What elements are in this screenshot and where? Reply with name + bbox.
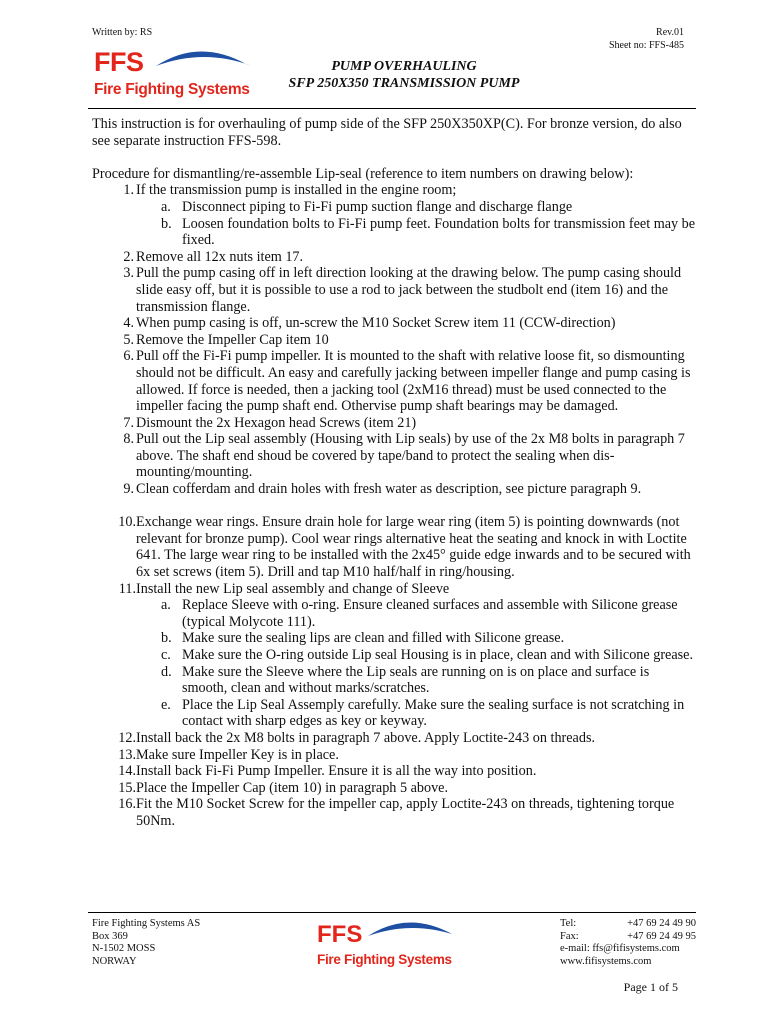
step-number: 9. — [123, 481, 134, 498]
substep-letter: e. — [161, 696, 171, 713]
footer-contact — [560, 918, 696, 968]
email-address[interactable]: e-mail: ffs@fifisystems.com — [560, 943, 680, 954]
substep-text: Place the Lip Seal Assemply carefully. Make sure the sealing surface is not scratching in contact with sharp edges as key or keyway. — [182, 696, 685, 730]
substep-item — [136, 597, 696, 630]
tel-label: Tel: — [560, 918, 577, 929]
written-by: Written by: RS — [92, 27, 153, 38]
step-number: 14. — [118, 763, 136, 780]
step-item — [92, 730, 696, 747]
footer-logo — [316, 912, 466, 972]
step-text: Place the Impeller Cap (item 10) in paragraph 5 above. — [136, 779, 449, 796]
substep-letter: d. — [161, 663, 172, 680]
step-text: Fit the M10 Socket Screw for the impeller cap, apply Loctite-243 on threads, tightening torque 50Nm. — [136, 796, 675, 829]
step-number: 11. — [118, 580, 136, 597]
step-item — [92, 348, 696, 414]
step-number: 2. — [123, 248, 134, 265]
intro-paragraph: This instruction is for overhauling of pump side of the SFP 250X350XP(C). For bronze version, do also see separate instruction FFS-598. — [92, 116, 682, 149]
step-number: 10. — [118, 514, 136, 531]
step-number: 16. — [118, 796, 136, 813]
substep-letter: a. — [161, 597, 171, 614]
sheet-number: Sheet no: FFS-485 — [608, 40, 684, 51]
step-number: 13. — [118, 746, 136, 763]
fax-number: +47 69 24 49 95 — [627, 930, 696, 942]
step-item — [92, 581, 696, 730]
substep-letter: c. — [161, 647, 171, 663]
step-number: 7. — [123, 414, 134, 431]
step-text: Pull the pump casing off in left direction looking at the drawing below. The pump casing should slide easy off, but it is possible to use a rod to jack between the studbolt end (item 16) and the transmission flange. — [136, 265, 682, 315]
step-item — [92, 249, 696, 266]
step-text: Clean cofferdam and drain holes with fresh water as description, see picture paragraph 9. — [136, 481, 642, 498]
procedure-steps — [92, 182, 696, 829]
website-link[interactable]: www.fifisystems.com — [560, 955, 652, 967]
step-text: Pull off the Fi-Fi pump impeller. It is mounted to the shaft with relative loose fit, so dismounting should not be difficult. An easy and carefully jacking between impeller flange and pump casing is allowed. If force is needed, then a jacking tool (2xM16 thread) must be used connected to the impeller facing the pump shaft end. Othervise pump shaft bearings may be damaged. — [136, 348, 691, 415]
step-text: Dismount the 2x Hexagon head Screws (item 21) — [136, 414, 417, 431]
step-item — [92, 780, 696, 797]
step-text: Remove the Impeller Cap item 10 — [136, 331, 329, 348]
step-text: When pump casing is off, un-screw the M10 Socket Screw item 11 (CCW-direction) — [136, 315, 616, 332]
step-item — [92, 315, 696, 332]
step-text: Remove all 12x nuts item 17. — [136, 248, 304, 265]
step-item — [92, 182, 696, 248]
footer-address-line1: Box 369 — [92, 930, 128, 942]
step-item — [92, 265, 696, 315]
substep-letter: a. — [161, 198, 171, 215]
step-number: 5. — [123, 331, 134, 348]
header-logo — [92, 42, 262, 102]
step-number: 3. — [123, 265, 134, 282]
logo-name: Fire Fighting Systems — [94, 81, 250, 98]
spacer — [92, 498, 696, 515]
logo-name: Fire Fighting Systems — [317, 952, 452, 967]
step-number: 8. — [123, 431, 134, 448]
substep-text: Loosen foundation bolts to Fi-Fi pump feet. Foundation bolts for transmission feet may be fixed. — [182, 215, 696, 249]
fax-label: Fax: — [560, 930, 579, 942]
step-text: Install back Fi-Fi Pump Impeller. Ensure it is all the way into position. — [136, 763, 537, 780]
logo-mark: FFS — [94, 47, 144, 77]
footer-address-line2: N-1502 MOSS — [92, 943, 156, 954]
logo-swoosh-icon — [154, 42, 254, 68]
substep-text: Disconnect piping to Fi-Fi pump suction flange and discharge flange — [182, 198, 573, 215]
page-number: Page 1 of 5 — [623, 980, 678, 994]
doc-title-line1: PUMP OVERHAULING — [331, 59, 477, 74]
substep-item — [136, 199, 696, 216]
step-text: If the transmission pump is installed in the engine room; — [136, 182, 457, 199]
step-item — [92, 481, 696, 498]
substep-item — [136, 630, 696, 647]
document-body — [92, 116, 696, 830]
step-text: Pull out the Lip seal assembly (Housing with Lip seals) by use of the 2x M8 bolts in paragraph 7 above. The shaft end shoud be covered by tape/band to protect the sealing when dis-mounting/mounting. — [136, 431, 685, 481]
tel-number: +47 69 24 49 90 — [627, 918, 696, 929]
doc-title-line2: SFP 250X350 TRANSMISSION PUMP — [288, 76, 520, 91]
substep-item — [136, 647, 696, 664]
step-item — [92, 431, 696, 481]
step-number: 1. — [123, 182, 134, 199]
step-item — [92, 763, 696, 780]
step-item — [92, 415, 696, 432]
step-text: Install back the 2x M8 bolts in paragraph 7 above. Apply Loctite-243 on threads. — [136, 729, 596, 746]
substep-text: Make sure the O-ring outside Lip seal Housing is in place, clean and with Silicone grease. — [182, 647, 694, 663]
substep-item — [136, 216, 696, 249]
substeps — [92, 597, 696, 730]
footer-country: NORWAY — [92, 955, 137, 967]
step-item — [92, 514, 696, 580]
step-text: Exchange wear rings. Ensure drain hole for large wear ring (item 5) is pointing downwards (not relevant for bronze pump). Cool wear rings alternative heat the seating and knock in with Loctite 641. The large wear ring to be installed with the 2x45° guide edge inwards and to be secured with 6x set screws (item 5). Drill and tap M10 half/half in ring/housing. — [136, 514, 691, 581]
step-number: 4. — [123, 315, 134, 332]
step-item — [92, 796, 696, 829]
step-number: 6. — [123, 348, 134, 365]
logo-swoosh-icon — [366, 914, 460, 938]
step-text: Install the new Lip seal assembly and change of Sleeve — [136, 580, 450, 597]
footer-address — [92, 918, 200, 968]
logo-mark: FFS — [317, 921, 363, 948]
substep-text: Make sure the sealing lips are clean and filled with Silicone grease. — [182, 630, 565, 647]
step-number: 15. — [118, 779, 136, 796]
footer-company: Fire Fighting Systems AS — [92, 918, 201, 929]
substep-item — [136, 664, 696, 697]
substep-text: Make sure the Sleeve where the Lip seals are running on is on place and surface is smooth, clean and without marks/scratches. — [182, 663, 650, 697]
step-number: 12. — [118, 729, 136, 746]
step-item — [92, 332, 696, 349]
header-divider — [88, 108, 696, 109]
substeps — [92, 199, 696, 249]
step-item — [92, 747, 696, 764]
substep-letter: b. — [161, 215, 172, 232]
procedure-heading: Procedure for dismantling/re-assemble Lip-seal (reference to item numbers on drawing below): — [92, 165, 634, 182]
substep-item — [136, 697, 696, 730]
substep-letter: b. — [161, 630, 172, 647]
substep-text: Replace Sleeve with o-ring. Ensure cleaned surfaces and assemble with Silicone grease (typical Molycote 111). — [182, 597, 678, 630]
revision: Rev.01 — [656, 27, 684, 38]
step-text: Make sure Impeller Key is in place. — [136, 746, 339, 763]
